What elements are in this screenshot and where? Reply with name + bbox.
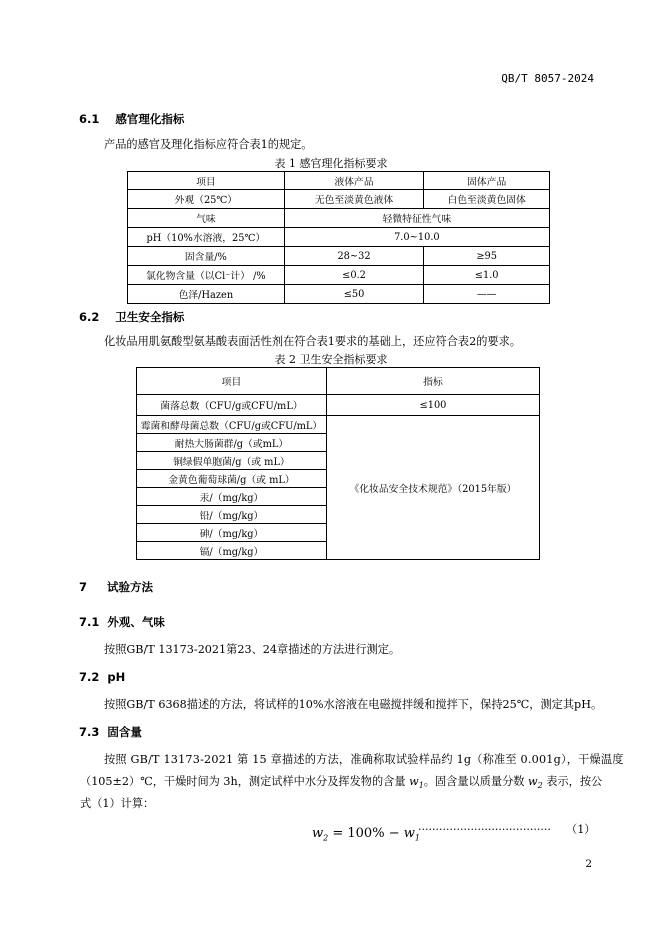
section-number: 7.1 (79, 615, 100, 629)
section-7-3-heading (79, 724, 142, 740)
var-subscript: 1 (418, 781, 424, 791)
var-subscript: 2 (537, 781, 543, 791)
table-row (128, 209, 550, 228)
formula-leader-dots: ······································ (418, 823, 551, 836)
section-6-1-intro: 产品的感官及理化指标应符合表1的规定。 (104, 138, 313, 151)
table2-caption: 表 2 卫生安全指标要求 (274, 353, 388, 366)
table-cell: 砷/（mg/kg） (137, 524, 327, 542)
table-cell: 白色至淡黄色固体 (424, 190, 550, 209)
table-row (128, 285, 550, 304)
var-symbol: w (403, 826, 415, 841)
section-number: 6.1 (79, 112, 100, 126)
table-cell: 无色至淡黄色液体 (284, 190, 424, 209)
section-7-3-line1: 按照 GB/T 13173-2021 第 15 章描述的方法，准确称取试验样品约 1g（称准至 0.001g），干燥温度 (104, 753, 624, 766)
var-symbol: w (528, 775, 538, 788)
table-cell: pH（10%水溶液，25℃） (128, 228, 285, 247)
section-7-1-body: 按照GB/T 13173-2021第23、24章描述的方法进行测定。 (104, 643, 401, 656)
table-cell: —— (424, 285, 550, 304)
var-subscript: 1 (414, 833, 420, 843)
text-run: （105±2）℃，干燥时间为 3h，测定试样中水分及挥发物的含量 (80, 775, 410, 788)
section-7-2-body: 按照GB/T 6368描述的方法，将试样的10%水溶液在电磁搅拌缓和搅拌下，保持25℃，测定其pH。 (104, 698, 603, 711)
section-title: 固含量 (107, 725, 142, 739)
header-cell: 项目 (137, 368, 327, 395)
header-cell: 固体产品 (424, 172, 550, 190)
section-6-2-heading (79, 309, 184, 325)
section-number: 7.2 (79, 670, 100, 684)
table-row (128, 228, 550, 247)
table-cell: 霉菌和酵母菌总数（CFU/g或CFU/mL） (137, 416, 327, 434)
formula-1 (312, 822, 420, 843)
table-cell: 金黄色葡萄球菌/g（或 mL） (137, 470, 327, 488)
table-row (137, 395, 540, 416)
table-row (128, 247, 550, 266)
section-7-heading (79, 579, 153, 595)
section-6-1-heading (79, 111, 184, 127)
variable-w2 (528, 775, 543, 791)
formula-operator: = 100% − (328, 826, 404, 841)
table-cell: ≤0.2 (284, 266, 424, 285)
section-number: 7.3 (79, 725, 100, 739)
section-title: 卫生安全指标 (115, 310, 185, 324)
table-cell: 色泽/Hazen (128, 285, 285, 304)
table-cell: 7.0~10.0 (284, 228, 549, 247)
table1-caption: 表 1 感官理化指标要求 (274, 157, 388, 170)
table-cell: ≤1.0 (424, 266, 550, 285)
table-row (128, 266, 550, 285)
section-7-1-heading (79, 614, 165, 630)
section-title: 试验方法 (107, 580, 154, 594)
section-7-3-line3: 式（1）计算： (80, 797, 155, 810)
header-cell: 指标 (326, 368, 539, 395)
table-cell: 气味 (128, 209, 285, 228)
table-cell: 耐热大肠菌群/g（或mL） (137, 434, 327, 452)
table-cell: ≤100 (326, 395, 539, 416)
table-cell: 镉/（mg/kg） (137, 542, 327, 560)
text-run: 。固含量以质量分数 (423, 775, 529, 788)
section-title: pH (107, 670, 126, 684)
header-cell: 液体产品 (284, 172, 424, 190)
var-subscript: 2 (323, 833, 329, 843)
table-header-row (128, 172, 550, 190)
standard-code: QB/T 8057-2024 (501, 72, 594, 85)
section-title: 感官理化指标 (115, 112, 185, 126)
text-run: 表示，按公 (542, 775, 603, 788)
var-symbol: w (312, 826, 324, 841)
table-cell: 固含量/% (128, 247, 285, 266)
variable-w1 (409, 775, 424, 791)
formula-number: （1） (566, 823, 596, 836)
merged-indicator-cell: 《化妆品安全技术规范》（2015年版） (326, 416, 539, 560)
var-symbol: w (409, 775, 419, 788)
table1 (127, 171, 550, 304)
table-row (128, 190, 550, 209)
table2 (136, 367, 540, 560)
table-header-row (137, 368, 540, 395)
formula-lhs (312, 826, 328, 841)
table-cell: ≥95 (424, 247, 550, 266)
table-row (137, 416, 540, 434)
table-cell: 铅/（mg/kg） (137, 506, 327, 524)
section-number: 6.2 (79, 310, 100, 324)
table-cell: 28~32 (284, 247, 424, 266)
section-7-2-heading (79, 670, 125, 684)
table-cell: 氯化物含量（以Cl⁻计） /% (128, 266, 285, 285)
section-6-2-intro: 化妆品用肌氨酸型氨基酸表面活性剂在符合表1要求的基础上，还应符合表2的要求。 (104, 335, 521, 348)
section-7-3-line2 (80, 773, 602, 794)
table-cell: 轻微特征性气味 (284, 209, 549, 228)
table-cell: 菌落总数（CFU/g或CFU/mL） (137, 395, 327, 416)
section-title: 外观、气味 (107, 615, 165, 629)
header-cell: 项目 (128, 172, 285, 190)
section-number: 7 (79, 580, 88, 594)
page-number: 2 (585, 858, 592, 870)
table-cell: 汞/（mg/kg） (137, 488, 327, 506)
table-cell: 铜绿假单胞菌/g（或 mL） (137, 452, 327, 470)
table-cell: 外观（25℃） (128, 190, 285, 209)
table-cell: ≤50 (284, 285, 424, 304)
